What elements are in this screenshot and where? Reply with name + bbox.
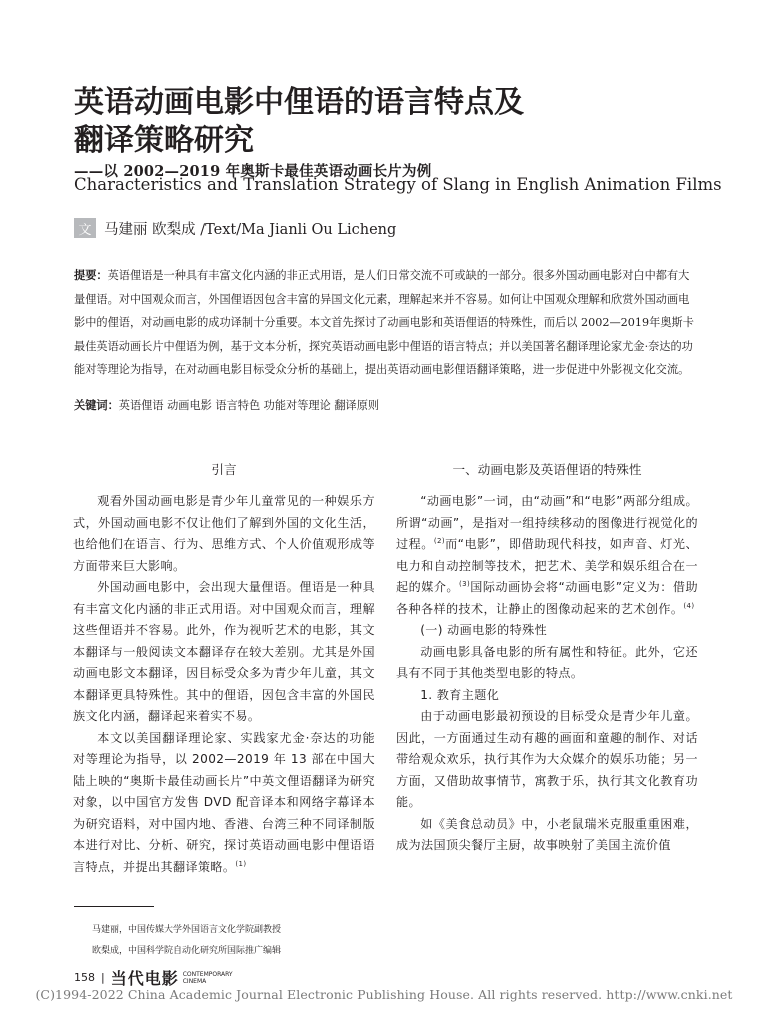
- author-names: 马建丽 欧梨成 ∕Text/Ma Jianli Ou Licheng: [104, 221, 397, 238]
- subsection-heading: (一) 动画电影的特殊性: [420, 623, 548, 637]
- abstract-label: 提要：: [74, 269, 108, 282]
- footnote-divider: [74, 906, 154, 907]
- paragraph: 动画电影具备电影的所有属性和特征。此外，它还具有不同于其他类型电影的特点。: [396, 644, 698, 680]
- paragraph: [396, 491, 698, 620]
- title-line-1: 英语动画电影中俚语的语言特点及: [74, 85, 524, 120]
- footnote-line: 马建丽，中国传媒大学外国语言文化学院副教授: [92, 925, 282, 935]
- paragraph-text: 而“电影”，即借助现代科技，如声音、灯光、电力和自动控制等技术，把艺术、美学和娱乐组合在一起的媒介。: [396, 537, 699, 594]
- journal-logo-en-line: CONTEMPORARY: [182, 970, 233, 978]
- copyright-notice: (C)1994-2022 China Academic Journal Electronic Publishing House. All rights reserved. http://www.cnki.net: [35, 987, 733, 1002]
- keywords-text: 英语俚语 动画电影 语言特色 功能对等理论 翻译原则: [118, 399, 380, 412]
- paragraph-text: “动画电影”一词，由“动画”和“电影”两部分组成。所谓“动画”，是指对一组持续移动的图像进行视觉化的过程。: [396, 494, 698, 551]
- footnote-ref: (3): [459, 579, 471, 588]
- article-title: [74, 84, 694, 160]
- journal-logo-english: [183, 971, 233, 985]
- paragraph: 由于动画电影最初预设的目标受众是青少年儿童。因此，一方面通过生动有趣的画面和童趣的制作、对话带给观众欢乐，执行其作为大众媒介的娱乐功能；另一方面，又借助故事情节，寓教于乐，执行其文化教育功能。: [396, 709, 698, 809]
- article-subtitle: ——以 2002—2019 年奥斯卡最佳英语动画长片为例: [74, 163, 432, 180]
- abstract: [74, 264, 694, 382]
- paragraph-text: 国际动画协会将“动画电影”定义为：借助各种各样的技术，让静止的图像动起来的艺术创作。: [396, 580, 698, 616]
- author-badge: 文: [74, 218, 96, 238]
- section-heading-1: 一、动画电影及英语俚语的特殊性: [452, 462, 642, 477]
- keywords: [74, 396, 694, 416]
- journal-logo: 当代电影: [110, 969, 179, 988]
- footnote-ref: (1): [235, 859, 247, 868]
- page-footer: [74, 966, 233, 989]
- paragraph-text: 本文以美国翻译理论家、实践家尤金·奈达的功能对等理论为指导，以 2002—2019 年 13 部在中国大陆上映的“奥斯卡最佳动画长片”中英文俚语翻译为研究对象，以中国官方发售 DVD 配音译本和网络字幕译本为研究语料，对中国内地、香港、台湾三种不同译制版本进行对比、分析、研究，探讨英语动画电影中俚语语言特点，并提出其翻译策略。: [73, 730, 375, 874]
- english-title: Characteristics and Translation Strategy of Slang in English Animation Films: [74, 175, 722, 194]
- keywords-label: 关键词：: [74, 399, 119, 412]
- right-column: [396, 460, 698, 857]
- abstract-text: 英语俚语是一种具有丰富文化内涵的非正式用语，是人们日常交流不可或缺的一部分。很多外国动画电影对白中都有大量俚语。对中国观众而言，外国俚语因包含丰富的异国文化元素，理解起来并不容易。如何让中国观众理解和欣赏外国动画电影中的俚语，对动画电影的成功译制十分重要。本文首先探讨了动画电影和英语俚语的特殊性，而后以 2002—2019年奥斯卡最佳英语动画长片中俚语为例，基于文本分析，探究英语动画电影中俚语的语言特点；并以美国著名翻译理论家尤金·奈达的功能对等理论为指导，在对动画电影目标受众分析的基础上，提出英语动画电影俚语翻译策略，进一步促进中外影视文化交流。: [74, 269, 694, 376]
- author-footnotes: [92, 920, 281, 962]
- footnote-ref: (4): [683, 601, 695, 610]
- journal-logo-en-line: CINEMA: [182, 977, 207, 985]
- footnote-ref: (2): [433, 536, 445, 545]
- paragraph: 外国动画电影中，会出现大量俚语。俚语是一种具有丰富文化内涵的非正式用语。对中国观众而言，理解这些俚语并不容易。此外，作为视听艺术的电影，其文本翻译与一般阅读文本翻译存在较大差别。尤其是外国动画电影文本翻译，因目标受众多为青少年儿童，其文本翻译更具特殊性。其中的俚语，因包含丰富的外国民族文化内涵，翻译起来着实不易。: [73, 580, 375, 723]
- page-number: 158: [74, 971, 95, 984]
- footnote-line: 欧梨成，中国科学院自动化研究所国际推广编辑: [92, 946, 282, 956]
- section-heading-intro: 引言: [211, 462, 237, 477]
- paragraph: 观看外国动画电影是青少年儿童常见的一种娱乐方式，外国动画电影不仅让他们了解到外国的文化生活，也给他们在语言、行为、思维方式、个人价值观形成等方面带来巨大影响。: [73, 494, 375, 573]
- left-column: [73, 460, 375, 878]
- subsection-heading: 1. 教育主题化: [420, 687, 500, 702]
- paragraph: 如《美食总动员》中，小老鼠瑞米克服重重困难，成为法国顶尖餐厅主厨，故事映射了美国主流价值: [396, 816, 698, 852]
- title-line-2: 翻译策略研究: [74, 123, 254, 158]
- paragraph: [73, 728, 375, 879]
- author-line: [74, 218, 396, 238]
- footer-separator: |: [101, 971, 105, 984]
